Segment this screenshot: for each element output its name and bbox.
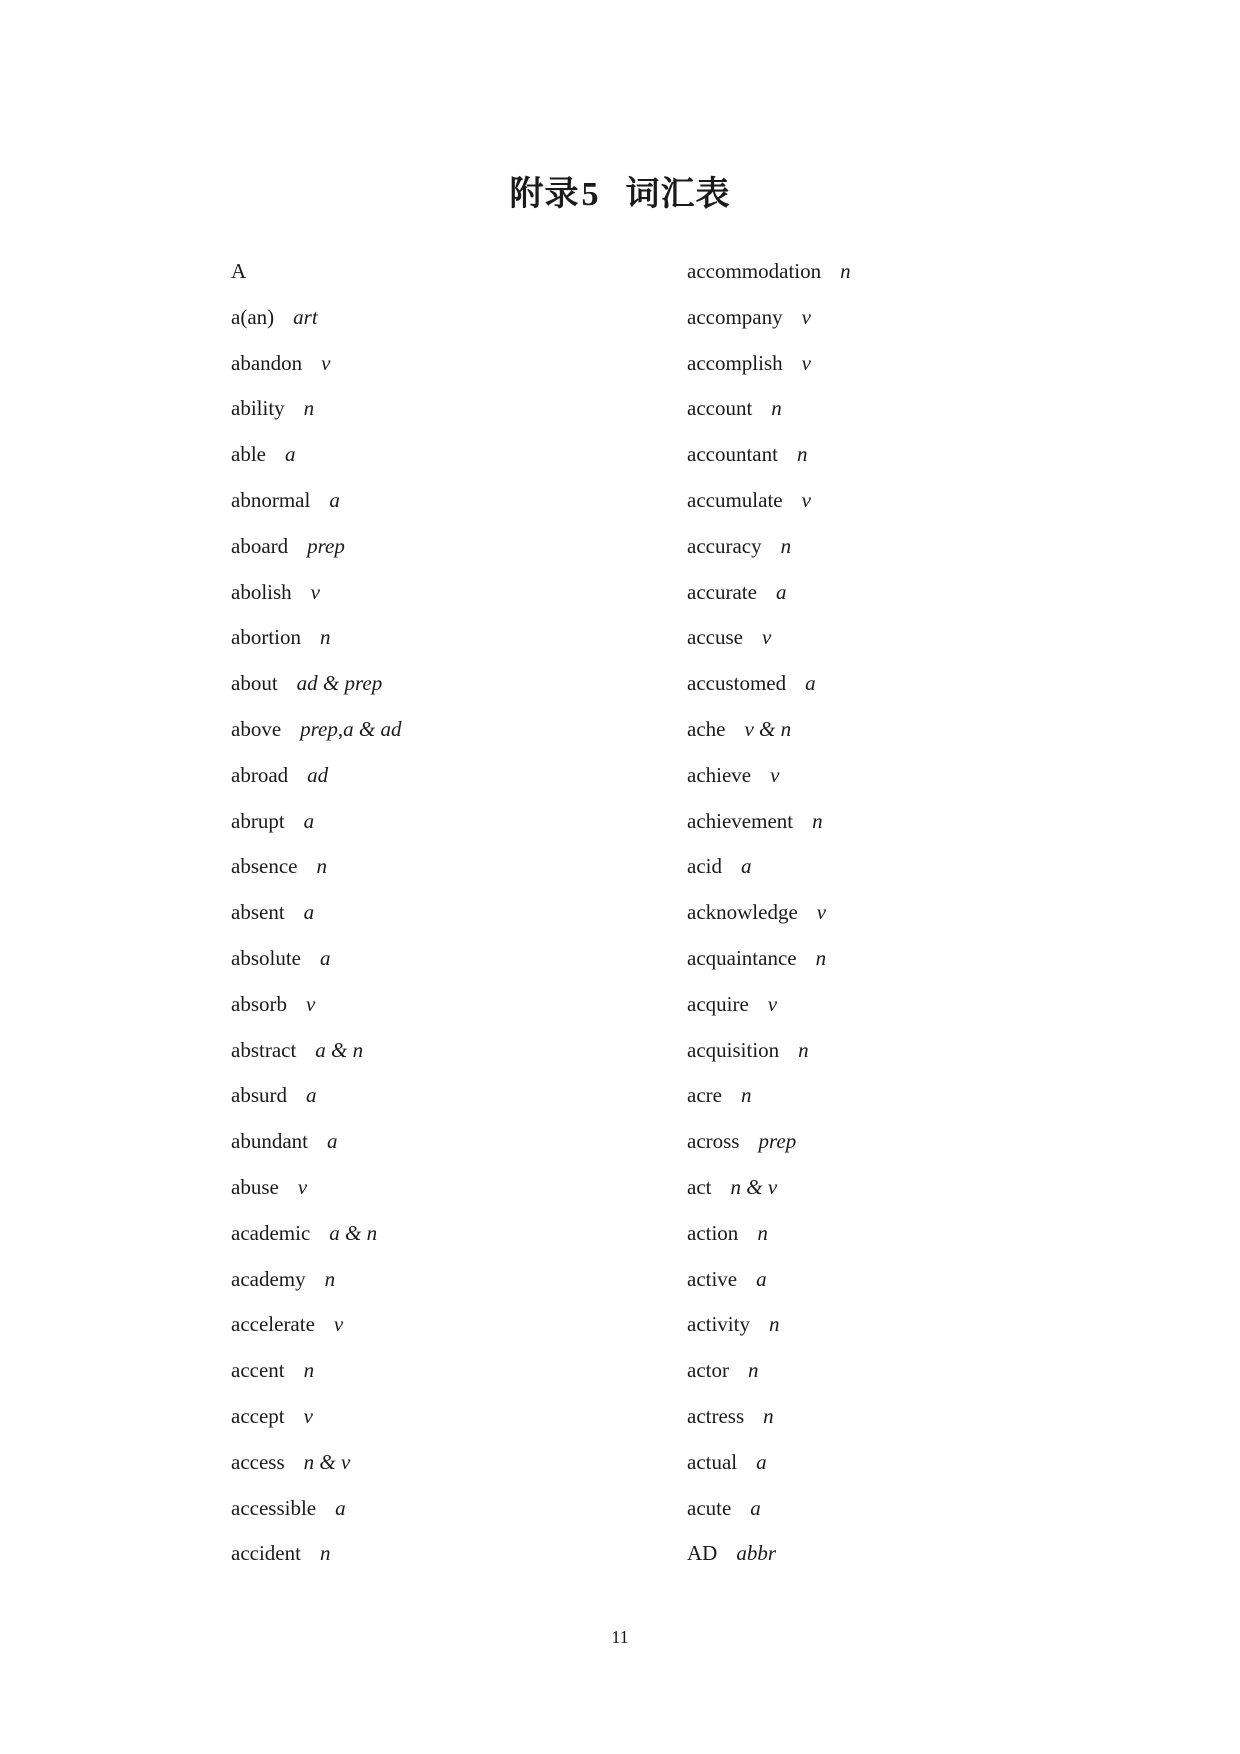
vocab-entry [231, 668, 401, 714]
part-of-speech: n [768, 1312, 780, 1337]
vocab-entry [687, 806, 851, 852]
vocab-entry [687, 1035, 851, 1081]
vocab-word: across [687, 1129, 740, 1154]
vocab-word: academic [231, 1220, 311, 1245]
vocab-word: acknowledge [687, 900, 798, 925]
vocab-entry [231, 348, 401, 394]
vocab-entry [231, 485, 401, 531]
vocab-word: absolute [231, 945, 301, 970]
vocab-word: accommodation [687, 259, 822, 283]
vocab-entry [231, 806, 401, 852]
page-title [0, 173, 1240, 217]
part-of-speech: a [750, 1495, 761, 1520]
vocab-entry [687, 439, 851, 485]
vocab-word: accelerate [231, 1312, 315, 1337]
vocab-entry [231, 256, 401, 302]
vocab-entry [231, 302, 401, 348]
part-of-speech: n [780, 533, 792, 558]
vocab-entry [687, 1447, 851, 1493]
vocab-entry [687, 1264, 851, 1310]
part-of-speech: n [757, 1220, 768, 1245]
vocab-entry [687, 989, 851, 1035]
part-of-speech: a [740, 854, 752, 879]
vocab-word: a(an) [231, 304, 275, 329]
vocab-word: access [231, 1449, 285, 1474]
vocab-entry [231, 1309, 401, 1355]
vocab-entry [687, 622, 851, 668]
part-of-speech: a [805, 671, 816, 696]
part-of-speech: n [771, 396, 782, 421]
vocab-entry [687, 1401, 851, 1447]
part-of-speech: n [324, 1266, 336, 1291]
vocab-word: acre [687, 1083, 722, 1108]
part-of-speech: n [747, 1358, 759, 1383]
vocab-entry [231, 393, 401, 439]
vocab-entry [687, 1172, 851, 1218]
vocab-entry [687, 943, 851, 989]
part-of-speech: n [796, 442, 808, 467]
vocab-entry [687, 897, 851, 943]
vocab-word: abandon [231, 350, 303, 375]
vocab-word: active [687, 1266, 738, 1291]
vocab-word: absent [231, 900, 285, 925]
vocab-word: acid [687, 854, 722, 879]
part-of-speech: n [798, 1037, 809, 1062]
vocab-word: abolish [231, 579, 292, 604]
part-of-speech: a [303, 808, 315, 833]
vocab-word: accent [231, 1358, 285, 1383]
part-of-speech: v [297, 1174, 308, 1199]
part-of-speech: a [284, 442, 296, 467]
part-of-speech: prep,a & ad [300, 716, 402, 741]
part-of-speech: n [812, 808, 823, 833]
vocab-word: actress [687, 1403, 745, 1428]
vocab-entry [231, 897, 401, 943]
vocab-entry [687, 485, 851, 531]
vocab-entry [231, 760, 401, 806]
page-number: 11 [611, 1627, 629, 1647]
vocab-word: acute [687, 1495, 732, 1520]
part-of-speech: a [756, 1266, 767, 1291]
part-of-speech: n [319, 1541, 331, 1566]
part-of-speech: v [310, 579, 320, 604]
vocab-entry [231, 714, 401, 760]
part-of-speech: a [756, 1449, 767, 1474]
vocab-word: accept [231, 1403, 285, 1428]
part-of-speech: a & n [329, 1220, 378, 1245]
vocab-word: accompany [687, 304, 783, 329]
vocab-entry [231, 1401, 401, 1447]
vocab-word: ability [231, 396, 285, 421]
vocab-word: A [231, 259, 247, 283]
vocab-entry [687, 760, 851, 806]
part-of-speech: n [815, 945, 827, 970]
part-of-speech: n [303, 1358, 315, 1383]
part-of-speech: v & n [744, 716, 792, 741]
vocab-word: accident [231, 1541, 301, 1566]
vocab-word: abstract [231, 1037, 297, 1062]
vocab-entry [687, 393, 851, 439]
part-of-speech: v [801, 350, 811, 375]
vocab-word: actual [687, 1449, 738, 1474]
vocab-word: academy [231, 1266, 306, 1291]
vocab-word: ache [687, 716, 726, 741]
part-of-speech: n [303, 396, 315, 421]
vocab-word: absurd [231, 1083, 287, 1108]
vocab-entry [231, 1264, 401, 1310]
vocab-entry [231, 1080, 401, 1126]
vocab-entry [687, 577, 851, 623]
part-of-speech: a [326, 1129, 338, 1154]
vocab-entry [687, 1355, 851, 1401]
title-number: 5 [581, 175, 600, 213]
part-of-speech: a [306, 1083, 317, 1108]
part-of-speech: n & v [303, 1449, 351, 1474]
vocab-entry [231, 577, 401, 623]
part-of-speech: a [335, 1495, 346, 1520]
vocab-entry [231, 1355, 401, 1401]
part-of-speech: ad & prep [296, 671, 383, 696]
part-of-speech: n [319, 625, 331, 650]
vocab-word: aboard [231, 533, 289, 558]
vocab-word: act [687, 1174, 712, 1199]
title-prefix: 附录 [509, 175, 580, 213]
vocab-word: account [687, 396, 753, 421]
vocab-word: abnormal [231, 487, 311, 512]
part-of-speech: v [816, 900, 827, 925]
vocab-word: absorb [231, 991, 287, 1016]
part-of-speech: a [319, 945, 331, 970]
part-of-speech: prep [758, 1129, 797, 1154]
vocab-entry [231, 851, 401, 897]
vocab-word: acquaintance [687, 945, 797, 970]
vocab-word: abrupt [231, 808, 285, 833]
part-of-speech: v [306, 991, 316, 1016]
vocab-entry [231, 1126, 401, 1172]
vocab-word: achieve [687, 762, 752, 787]
vocab-entry [687, 851, 851, 897]
vocab-entry [687, 1080, 851, 1126]
part-of-speech: n [740, 1083, 752, 1108]
vocab-entry [687, 302, 851, 348]
vocab-entry [687, 531, 851, 577]
vocab-entry [231, 1447, 401, 1493]
vocab-entry [687, 1493, 851, 1539]
vocab-word: accomplish [687, 350, 783, 375]
vocab-entry [687, 668, 851, 714]
part-of-speech: v [333, 1312, 344, 1337]
vocab-entry [231, 1218, 401, 1264]
vocab-entry [231, 622, 401, 668]
vocab-word: abroad [231, 762, 289, 787]
vocab-word: activity [687, 1312, 750, 1337]
vocab-entry [231, 989, 401, 1035]
vocab-word: accuse [687, 625, 743, 650]
vocab-word: abundant [231, 1129, 308, 1154]
part-of-speech: v [321, 350, 331, 375]
part-of-speech: v [801, 487, 811, 512]
vocab-word: accountant [687, 442, 778, 467]
part-of-speech: v [767, 991, 778, 1016]
part-of-speech: a [775, 579, 787, 604]
vocab-entry [687, 1218, 851, 1264]
vocab-entry [687, 714, 851, 760]
vocab-word: accumulate [687, 487, 783, 512]
vocab-entry [231, 943, 401, 989]
part-of-speech: ad [307, 762, 329, 787]
vocab-word: acquire [687, 991, 749, 1016]
part-of-speech: v [770, 762, 780, 787]
vocab-entry [231, 1493, 401, 1539]
part-of-speech: v [303, 1403, 313, 1428]
vocab-word: accuracy [687, 533, 762, 558]
vocab-word: achievement [687, 808, 794, 833]
part-of-speech: a & n [315, 1037, 364, 1062]
part-of-speech: n [316, 854, 327, 879]
part-of-speech: n [763, 1403, 774, 1428]
part-of-speech: prep [307, 533, 345, 558]
part-of-speech: n [840, 259, 851, 283]
vocab-word: acquisition [687, 1037, 780, 1062]
vocab-word: able [231, 442, 266, 467]
vocab-word: above [231, 716, 282, 741]
part-of-speech: v [761, 625, 772, 650]
vocab-entry [687, 1538, 851, 1584]
title-name: 词汇表 [625, 175, 731, 213]
part-of-speech: abbr [736, 1541, 777, 1566]
vocab-word: accessible [231, 1495, 317, 1520]
vocabulary-column-right [687, 256, 851, 1584]
vocab-word: about [231, 671, 278, 696]
part-of-speech: art [293, 304, 318, 329]
vocab-entry [231, 439, 401, 485]
vocab-word: abortion [231, 625, 301, 650]
vocab-word: accustomed [687, 671, 787, 696]
vocab-word: accurate [687, 579, 757, 604]
vocab-word: abuse [231, 1174, 279, 1199]
vocab-entry [231, 531, 401, 577]
vocab-entry [687, 348, 851, 394]
vocab-entry [231, 1172, 401, 1218]
part-of-speech: a [303, 900, 315, 925]
vocab-entry [231, 1035, 401, 1081]
vocab-word: action [687, 1220, 739, 1245]
vocab-entry [687, 1309, 851, 1355]
vocab-entry [687, 1126, 851, 1172]
part-of-speech: n & v [730, 1174, 778, 1199]
part-of-speech: v [801, 304, 811, 329]
vocab-word: actor [687, 1358, 729, 1383]
vocab-entry [687, 256, 851, 302]
vocab-entry [231, 1538, 401, 1584]
vocab-word: absence [231, 854, 298, 879]
part-of-speech: a [329, 487, 340, 512]
vocab-word: AD [687, 1541, 718, 1566]
vocabulary-column-left [231, 256, 401, 1584]
